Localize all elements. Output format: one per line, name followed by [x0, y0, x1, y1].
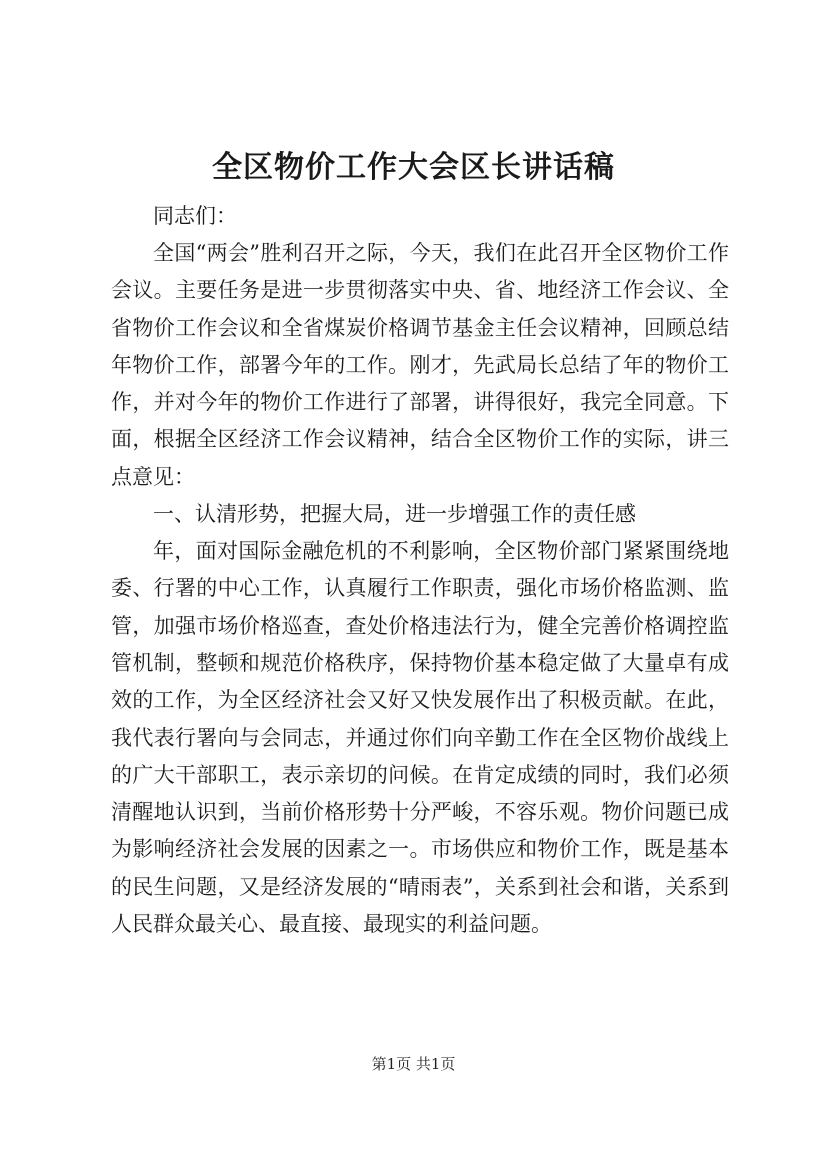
- document-title: 全区物价工作大会区长讲话稿: [212, 150, 615, 185]
- page-footer: 第1页 共1页: [371, 1055, 456, 1073]
- section-paragraph: 年，面对国际金融危机的不利影响，全区物价部门紧紧围绕地委、行署的中心工作，认真履行工作职责，强化市场价格监测、监管，加强市场价格巡查，查处价格违法行为，健全完善价格调控监管机制，整顿和规范价格秩序，保持物价基本稳定做了大量卓有成效的工作，为全区经济社会又好又快发展作出了积极贡献。在此，我代表行署向与会同志，并通过你们向辛勤工作在全区物价战线上的广大干部职工，表示亲切的问候。在肯定成绩的同时，我们必须清醒地认识到，当前价格形势十分严峻，不容乐观。物价问题已成为影响经济社会发展的因素之一。市场供应和物价工作，既是基本的民生问题，又是经济发展的“晴雨表”，关系到社会和谐，关系到人民群众最关心、最直接、最现实的利益问题。: [111, 539, 729, 937]
- document-body: [111, 198, 729, 943]
- intro-paragraph: 全国“两会”胜利召开之际，今天，我们在此召开全区物价工作会议。主要任务是进一步贯彻落实中央、省、地经济工作会议、全省物价工作会议和全省煤炭价格调节基金主任会议精神，回顾总结年物价工作，部署今年的工作。刚才，先武局长总结了年的物价工作，并对今年的物价工作进行了部署，讲得很好，我完全同意。下面，根据全区经济工作会议精神，结合全区物价工作的实际，讲三点意见：: [111, 241, 729, 489]
- salutation: 同志们：: [153, 204, 237, 228]
- section-heading: 一、认清形势，把握大局，进一步增强工作的责任感: [153, 502, 636, 527]
